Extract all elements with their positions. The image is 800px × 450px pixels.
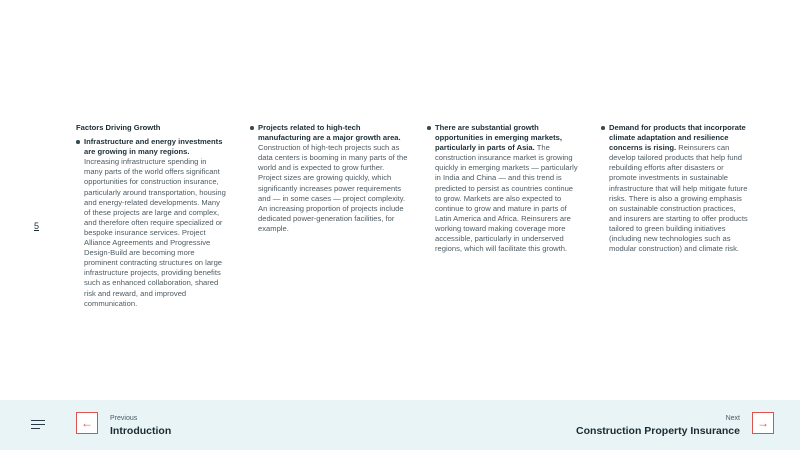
next-label: Next [725,415,740,422]
bullet-item [76,137,226,309]
bullet-item [601,123,749,254]
bullet-text: The construction insurance market is growing quickly in emerging markets — particularly in India and China — and this trend is predicted to persist as countries continue to grow. Markets are also expected to continue to grow and mature in parts of Latin America and Africa. Reinsurers are working toward making coverage more accessible, particularly in underserved regions, which will facilitate this growth. [435,143,578,254]
previous-page-link[interactable]: Introduction [110,425,172,437]
footer-nav [0,400,800,450]
column-infrastructure [76,123,226,309]
hamburger-menu-icon[interactable] [31,420,45,430]
bullet-text: Increasing infrastructure spending in many parts of the world offers significant opportunities for construction insurance, particularly around transportation, housing and energy-related developments. Many of these projects are large and complex, and therefore often require specialized or bespoke insurance services. Project Alliance Agreements and Progressive Design-Build are becoming more prominent contracting structures on large infrastructure projects, providing benefits such as enhanced collaboration, shared risk and reward, and improved communication. [84,157,226,308]
next-page-link[interactable]: Construction Property Insurance [576,425,740,437]
column-climate [601,123,749,254]
bullet-text: Construction of high-tech projects such as data centers is booming in many parts of the world and is expected to grow further. Project sizes are growing quickly, which significantly increases power requirements and — in some cases — project complexity. An increasing proportion of projects include dedicated power-generation facilities, for example. [258,143,408,233]
bullet-item [250,123,408,234]
page-number: 5 [34,221,40,231]
previous-label: Previous [110,415,138,422]
bullet-lead: Demand for products that incorporate climate adaptation and resilience concerns is rising. [609,123,746,153]
arrow-right-icon: → [757,416,769,430]
bullet-lead: Infrastructure and energy investments are growing in many regions. [84,137,223,157]
bullet-lead: Projects related to high-tech manufacturing are a major growth area. [258,123,401,143]
next-button[interactable] [752,412,774,434]
section-heading: Factors Driving Growth [76,123,161,132]
bullet-item [427,123,579,254]
previous-button[interactable] [76,412,98,434]
column-high-tech [250,123,408,234]
column-emerging-markets [427,123,579,254]
arrow-left-icon: ← [81,416,93,430]
bullet-lead: There are substantial growth opportunities in emerging markets, particularly in parts of Asia. [435,123,563,153]
bullet-text: Reinsurers can develop tailored products that help fund rebuilding efforts after disasters or promote investments in sustainable infrastructure that will help mitigate future risks. There is also a growing emphasis on sustainable construction practices, and insurers are starting to offer products tailored to green building initiatives (including new technologies such as modular construction) and climate risk. [609,143,748,254]
